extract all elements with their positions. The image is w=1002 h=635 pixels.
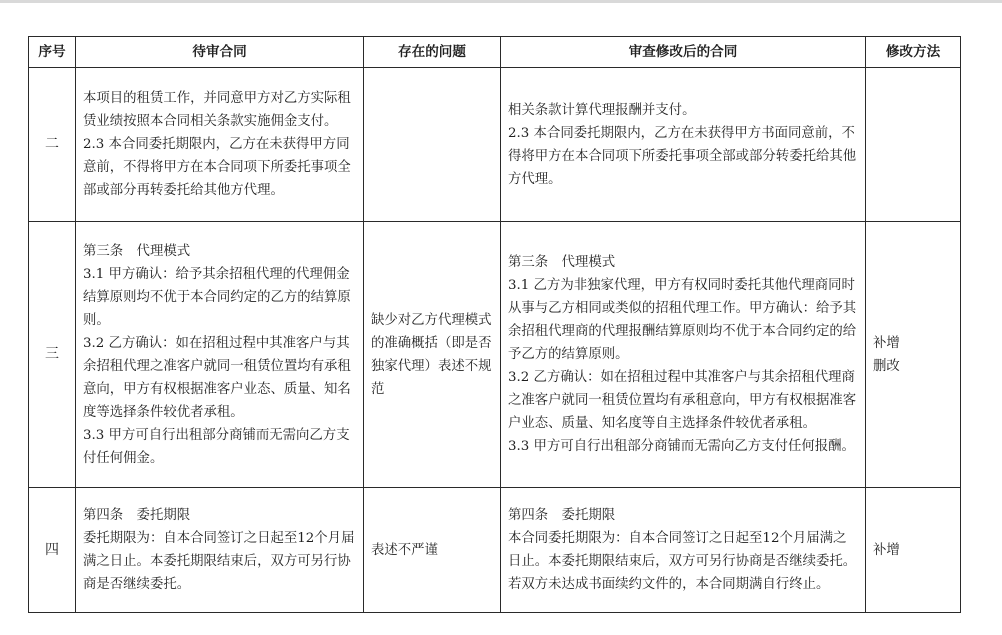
table-row [29, 488, 961, 613]
header-seq: 序号 [29, 37, 76, 68]
revised-clause-cell [501, 68, 866, 222]
clause-paragraph: 第三条 代理模式 [83, 243, 191, 259]
clause-paragraph: 3.1 甲方确认：给予其余招租代理的代理佣金结算原则均不优于本合同约定的乙方的结算原则。 [83, 266, 351, 328]
clause-paragraph: 3.3 甲方可自行出租部分商铺而无需向乙方支付任何佣金。 [83, 427, 350, 466]
header-issues: 存在的问题 [364, 37, 501, 68]
header-revised-contract: 审查修改后的合同 [501, 37, 866, 68]
clause-paragraph: 第四条 委托期限 [508, 508, 616, 523]
issue-cell [364, 68, 501, 222]
clause-paragraph: 本项目的租赁工作，并同意甲方对乙方实际租赁业绩按照本合同相关条款实施佣金支付。 [83, 91, 351, 129]
clause-paragraph: 2.3 本合同委托期限内，乙方在未获得甲方同意前，不得将甲方在本合同项下所委托事项全部或部分再转委托给其他方代理。 [83, 137, 351, 198]
clause-paragraph: 3.1 乙方为非独家代理，甲方有权同时委托其他代理商同时从事与乙方相同或类似的招租代理工作。甲方确认：给予其余招租代理商的代理报酬结算原则均不优于本合同约定的给予乙方的结算原则。 [508, 278, 857, 362]
method-cell: 补增 [866, 488, 961, 613]
revised-clause-cell [501, 488, 866, 613]
clause-paragraph: 相关条款计算代理报酬并支付。 [508, 102, 696, 118]
clause-paragraph: 第四条 委托期限 [83, 508, 191, 523]
method-cell: 补增 删改 [866, 222, 961, 488]
clause-paragraph: 2.3 本合同委托期限内，乙方在未获得甲方书面同意前，不得将甲方在本合同项下所委托事项全部或部分转委托给其他方代理。 [508, 125, 857, 187]
issue-cell: 表述不严谨 [364, 488, 501, 613]
header-row [29, 37, 961, 68]
header-original-contract: 待审合同 [76, 37, 364, 68]
revised-clause-cell [501, 222, 866, 488]
clause-paragraph: 3.3 甲方可自行出租部分商铺而无需向乙方支付任何报酬。 [508, 439, 855, 454]
seq-cell: 四 [29, 488, 76, 613]
clause-paragraph: 委托期限为：自本合同签订之日起至12个月届满之日止。本委托期限结束后，双方可另行协商是否继续委托。 [83, 531, 355, 592]
clause-paragraph: 本合同委托期限为：自本合同签订之日起至12个月届满之日止。本委托期限结束后，双方可另行协商是否继续委托。若双方未达成书面续约文件的，本合同期满自行终止。 [508, 531, 857, 592]
original-clause-cell [76, 488, 364, 613]
original-clause-cell [76, 68, 364, 222]
table-row [29, 222, 961, 488]
top-edge-line [0, 0, 1002, 3]
clause-paragraph: 3.2 乙方确认：如在招租过程中其准客户与其余招租代理商之准客户就同一租赁位置均有承租意向，甲方有权根据准客户业态、质量、知名度等自主选择条件较优者承租。 [508, 370, 857, 431]
header-method: 修改方法 [866, 37, 961, 68]
contract-review-table [28, 36, 961, 613]
original-clause-cell [76, 222, 364, 488]
method-cell [866, 68, 961, 222]
table-row [29, 68, 961, 222]
seq-cell: 二 [29, 68, 76, 222]
seq-cell: 三 [29, 222, 76, 488]
issue-cell: 缺少对乙方代理模式的准确概括（即是否独家代理）表述不规范 [364, 222, 501, 488]
clause-paragraph: 第三条 代理模式 [508, 255, 616, 270]
clause-paragraph: 3.2 乙方确认：如在招租过程中其准客户与其余招租代理之准客户就同一租赁位置均有承租意向，甲方有权根据准客户业态、质量、知名度等选择条件较优者承租。 [83, 335, 351, 420]
